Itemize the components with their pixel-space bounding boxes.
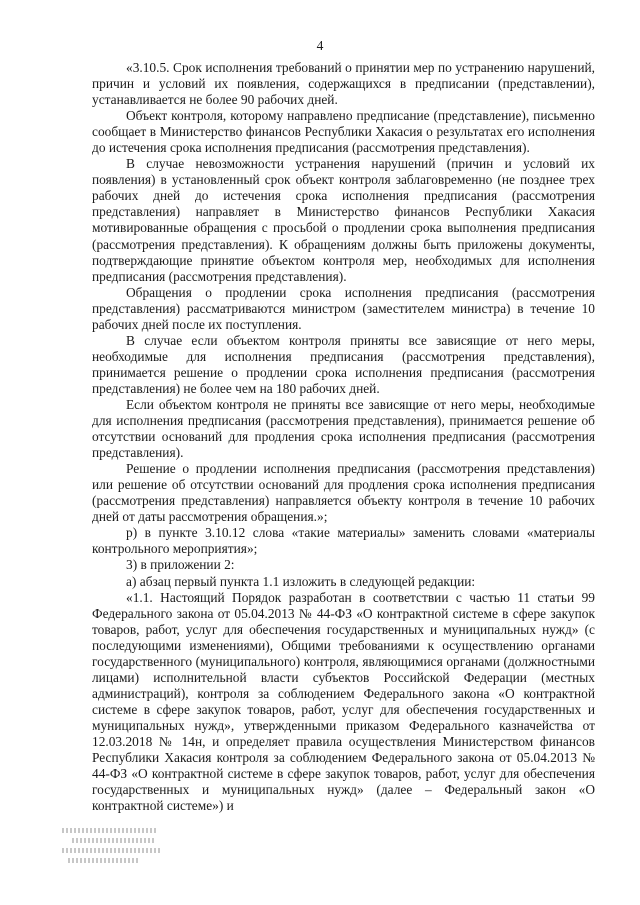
- paragraph-decision-sent: Решение о продлении исполнения предписания (рассмотрения представления) или решение об отсутствии оснований для продления срока исполнения предписания (рассмотрения представления) направляется объекту контроля в течение 10 рабочих дней от даты рассмотрения обращения.»;: [92, 461, 595, 525]
- paragraph-extension-request: В случае невозможности устранения нарушений (причин и условий их появления) в установленный срок объект контроля заблаговременно (не позднее трех рабочих дней до истечения срока исполнения предписания (рассмотрения представления) направляет в Министерство финансов Республики Хакасия мотивированные обращения с просьбой о продлении срока выполнения предписания (рассмотрения представления). К обращениям должны быть приложены документы, подтверждающие принятие объектом контроля мер, необходимых для исполнения предписания (рассмотрения представления).: [92, 156, 595, 284]
- faint-stamp-mark: [62, 826, 172, 874]
- paragraph-item-3: 3) в приложении 2:: [126, 557, 235, 573]
- paragraph-extension-denied: Если объектом контроля не приняты все зависящие от него меры, необходимые для исполнения предписания (рассмотрения представления), принимается решение об отсутствии оснований для продления срока исполнения предписания (рассмотрения представления).: [92, 396, 595, 461]
- page-number: 4: [316, 38, 324, 53]
- paragraph-item-r: р) в пункте 3.10.12 слова «такие материалы» заменить словами «материалы контрольного мероприятия»;: [92, 525, 595, 557]
- paragraph-request-review: Обращения о продлении срока исполнения предписания (рассмотрения представления) рассматриваются министром (заместителем министра) в течение 10 рабочих дней после их поступления.: [92, 284, 595, 332]
- document-body: [92, 60, 595, 814]
- paragraph-3-10-5: «3.10.5. Срок исполнения требований о принятии мер по устранению нарушений, причин и условий их появления, содержащихся в предписании (представлении), устанавливается не более 90 рабочих дней.: [92, 60, 595, 108]
- paragraph-report-execution: Объект контроля, которому направлено предписание (представление), письменно сообщает в Министерство финансов Республики Хакасия о результатах его исполнения до истечения срока исполнения предписания (рассмотрения представления).: [92, 108, 595, 156]
- paragraph-extension-granted: В случае если объектом контроля приняты все зависящие от него меры, необходимые для исполнения предписания (рассмотрения представления), принимается решение о продлении срока исполнения предписания (рассмотрения представления) не более чем на 180 рабочих дней.: [92, 332, 595, 396]
- paragraph-item-a: а) абзац первый пункта 1.1 изложить в следующей редакции:: [126, 573, 476, 589]
- paragraph-1-1: «1.1. Настоящий Порядок разработан в соответствии с частью 11 статьи 99 Федерального закона от 05.04.2013 № 44-ФЗ «О контрактной системе в сфере закупок товаров, работ, услуг для обеспечения государственных и муниципальных нужд» (с последующими изменениями), Общими требованиями к осуществлению органами государственного (муниципального) контроля, являющимися органами (должностными лицами) исполнительной власти субъектов Российской Федерации (местных администраций), контроля за соблюдением Федерального закона «О контрактной системе в сфере закупок товаров, работ, услуг для обеспечения государственных и муниципальных нужд», утвержденными приказом Федерального казначейства от 12.03.2018 № 14н, и определяет правила осуществления Министерством финансов Республики Хакасия контроля за соблюдением Федерального закона от 05.04.2013 № 44-ФЗ «О контрактной системе в сфере закупок товаров, работ, услуг для обеспечения государственных и муниципальных нужд» (далее – Федеральный закон «О контрактной системе») и: [92, 589, 595, 814]
